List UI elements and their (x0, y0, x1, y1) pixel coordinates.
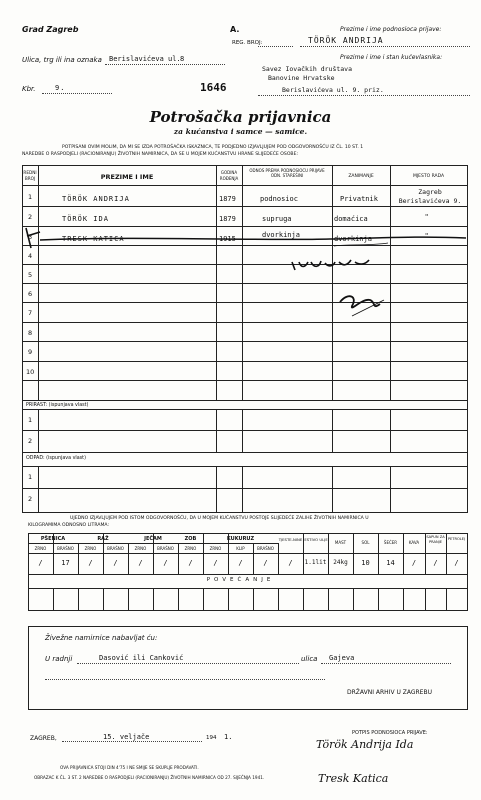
stock-value: / (288, 559, 293, 567)
archive-stamp: DRŽAVNI ARHIV U ZAGREBU (347, 689, 432, 696)
stock-column-line (253, 588, 254, 610)
col-mast: MAST (334, 540, 347, 545)
stock-column-line (103, 588, 104, 610)
col-ulje: JESTIVO ULJE (303, 537, 328, 542)
sub-brasno: BRAŠNO (107, 546, 124, 551)
stock-value: / (88, 559, 93, 567)
form-letter: A. (230, 25, 240, 34)
shop-value: Dasović ili Canković (99, 654, 184, 662)
stock-column-line (328, 588, 329, 610)
kbr-label: Kbr. (22, 85, 36, 93)
person-workplace: " (425, 232, 429, 240)
row-no: 1 (28, 193, 33, 201)
header-no: REDNI BROJ (23, 170, 37, 181)
person-name: TÖRÖK IDA (62, 215, 109, 223)
house-number: 8 (180, 55, 186, 63)
prirast-row-no: 1 (28, 416, 33, 424)
stock-value: / (113, 559, 118, 567)
person-relation: podnosioc (260, 195, 298, 203)
stock-value: / (38, 559, 43, 567)
stock-value: 10 (361, 559, 370, 567)
landlord-line-1: Savez Iovačkih društava (262, 65, 353, 73)
shop-label: U radnji (45, 655, 73, 663)
person-year: 1879 (219, 215, 236, 223)
col-petrolej: PETROLEJ (447, 537, 466, 541)
row-no: 10 (26, 368, 35, 376)
row-no: 3 (28, 233, 33, 241)
supply-box (28, 626, 468, 710)
person-year: 1879 (219, 195, 236, 203)
row-no: 9 (28, 348, 33, 356)
header-workplace: MJESTO RADA (412, 174, 445, 179)
stock-line-1: UJEDNO IZJAVLJUJEM POD ISTOM ODGOVORNOŠĆU, DA U MOJEM KUĆANSTVU POSTOJE SLIJEDEĆE ZALIHE ŽIVOTNIH NAMIRNICA U (70, 516, 369, 521)
stock-value: 1.1lit (304, 559, 327, 566)
prirast-row-no: 2 (28, 437, 33, 445)
stock-column-line (178, 588, 179, 610)
sub-zrno: ZRNO (209, 546, 222, 551)
row-no: 8 (28, 329, 33, 337)
person-occupation: Privatnik (340, 195, 378, 203)
odpad-row-no: 1 (28, 473, 33, 481)
supply-title: Živežne namirnice nabavljat ću: (45, 634, 158, 642)
stock-column-line (425, 588, 426, 610)
sub-klip: KLIP (236, 546, 245, 551)
signature-caption: POTPIS PODNOSIOCA PRIJAVE: (352, 730, 428, 736)
stock-column-line (228, 588, 229, 610)
header-occupation: ZANIMANJE (348, 174, 374, 179)
header-relation: ODNOS PREMA PODNOSIOCU PRIJAVE ODN. STAREŠINI (249, 168, 325, 178)
stock-column-line (378, 588, 379, 610)
price-note: OVA PRIJAVNICA STOJI DIN 4'75 I NE SMIJE SE SKUPLJE PRODAVATI. (60, 765, 199, 770)
form-reference: OBRAZAC K ČL. 3 ST. 2 NAREDBE O RASPODJELI (RACIONIRANJU) ŽIVOTNIH NAMIRNICA OD 27. SIJEČNJA 1941. (34, 775, 265, 780)
landlord-line-2: Banovine Hrvatske (268, 74, 335, 82)
person-relation: supruga (262, 215, 292, 223)
stock-column-line (203, 588, 204, 610)
reg-label: REG. BROJ: (232, 40, 263, 46)
row-no: 6 (28, 290, 33, 298)
sub-zrno: ZRNO (134, 546, 147, 551)
stock-value: 17 (61, 559, 70, 567)
person-relation: dvorkinja (262, 231, 300, 239)
povecanje-label: POVEĆANJE (206, 577, 275, 583)
person-workplace: " (425, 213, 429, 221)
landlord-caption: Prezime i ime i stan kućevlasnika: (340, 54, 443, 61)
col-kava: KAVA (408, 540, 420, 545)
street-label: Ulica, trg ili ina oznaka (22, 56, 102, 64)
form-subtitle: za kućanstva i samce — samice. (173, 127, 308, 136)
stock-column-line (353, 588, 354, 610)
col-tjestenine: TJESTE-NINE (278, 537, 303, 542)
person-occupation: dvorkinja (334, 235, 372, 243)
stock-column-line (303, 588, 304, 610)
street-value: Berislavićeva ul. (109, 55, 181, 63)
sub-zrno: ZRNO (84, 546, 97, 551)
group-label: JEČAM (144, 536, 162, 542)
person-year: 1915 (219, 235, 236, 243)
sub-zrno: ZRNO (34, 546, 47, 551)
stock-value: / (188, 559, 193, 567)
person-name: TRESK KATICA (62, 235, 125, 243)
stock-value: / (411, 559, 417, 567)
row-no: 7 (28, 309, 33, 317)
street-label-supply: ulica (301, 655, 318, 663)
stock-column-line (128, 588, 129, 610)
col-sapun: SAPUN ZA PRANJE (426, 535, 445, 544)
stock-value: 24kg (333, 559, 348, 566)
stock-line-2: KILOGRAMIMA ODNOSNO LITRAMA: (28, 523, 110, 528)
person-occupation: domaćica (334, 215, 368, 223)
applicant-name: TÖRÖK ANDRIJA (308, 36, 384, 45)
odpad-label: ODPAD: (ispunjava vlast) (26, 456, 86, 461)
form-title: Potrošačka prijavnica (149, 108, 332, 126)
stock-value: 14 (386, 559, 395, 567)
prirast-label: PRIRAST: (ispunjava vlast) (26, 403, 89, 408)
intro-line-1: POTPISANI OVIM MOLIM, DA MI SE IZDA POTROŠAČKA ISKAZNICA, TE PODJEDNO IZJAVLJUJEM POD ODGOVORNOŠĆU IZ ČL. 10 ST. 1 (62, 145, 364, 150)
odpad-row-no: 2 (28, 495, 33, 503)
stock-value: / (238, 559, 243, 567)
sub-brasno: BRAŠNO (257, 546, 274, 551)
stamp-number: 1646 (200, 81, 227, 94)
stock-value: / (433, 559, 438, 567)
sub-brasno: BRAŠNO (157, 546, 174, 551)
year-prefix: 194 (206, 735, 217, 741)
group-label: PŠENICA (40, 536, 66, 542)
shop-street-value: Gajeva (329, 654, 355, 662)
date-value: 15. veljače (103, 733, 150, 741)
landlord-line-3: Berislavićeva ul. 9. priz. (282, 86, 384, 94)
person-name: TÖRÖK ANDRIJA (62, 195, 130, 203)
city-label: Grad Zagreb (22, 25, 79, 34)
group-label: KUKURUZ (226, 536, 255, 542)
stock-value: / (454, 559, 459, 567)
stock-column-line (78, 588, 79, 610)
stock-value: / (138, 559, 143, 567)
row-no: 2 (28, 213, 33, 221)
col-secer: ŠEĆER (383, 540, 398, 545)
stock-column-line (153, 588, 154, 610)
group-label: RAŽ (97, 536, 109, 542)
handwritten-note (296, 262, 332, 272)
row-no: 4 (28, 252, 33, 260)
stock-value: / (213, 559, 218, 567)
stock-column-line (403, 588, 404, 610)
sub-brasno: BRAŠNO (57, 546, 74, 551)
intro-line-2: NAREDBE O RASPODJELI (RACIONIRANJU) ŽIVOTNIH NAMIRNICA, DA SE U MOJEM KUĆANSTVU HRANE SLIJEDEĆE OSOBE: (22, 152, 299, 157)
year-digit: 1. (224, 733, 233, 741)
applicant-caption: Prezime i ime podnosioca prijave: (340, 26, 442, 33)
place-label: ZAGREB, (30, 735, 57, 742)
group-label: ZOB (184, 536, 197, 542)
stock-value: / (163, 559, 168, 567)
kbr-value: 9. (55, 84, 66, 92)
signature-2: Tresk Katica (318, 772, 389, 785)
stock-column-line (278, 588, 279, 610)
row-no: 5 (28, 271, 33, 279)
stock-column-line (53, 588, 54, 610)
header-year: GODINA ROĐENJA (219, 170, 239, 181)
stock-value: / (263, 559, 268, 567)
sub-zrno: ZRNO (184, 546, 197, 551)
signature-1: Török Andrija Ida (316, 738, 414, 751)
person-workplace: Zagreb Berislavićeva 9. (398, 188, 462, 205)
header-name: PREZIME I IME (100, 173, 154, 181)
stock-column-line (446, 588, 447, 610)
col-sol: SOL (361, 540, 370, 545)
